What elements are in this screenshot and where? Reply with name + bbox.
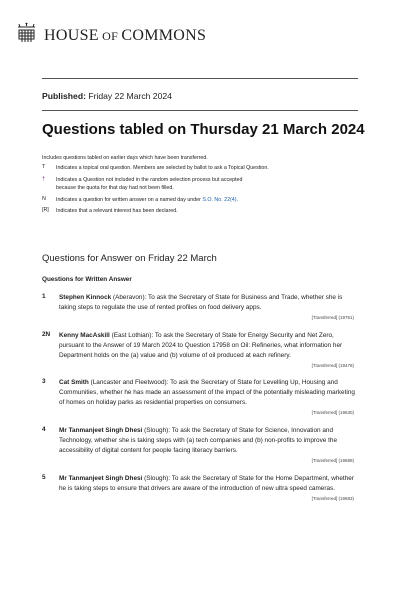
member-constituency: (East Lothian): [111,332,154,339]
question-text: To ask the Secretary of State for Energy Security and Net Zero, pursuant to the Answer of 19 March 2024 to Question 17958 on Oil: Refineries, what information her Department holds on the (a) value and (b) volume of oil produced at each refinery. [59,332,343,359]
member-constituency: (Lancaster and Fleetwood): [90,379,169,386]
member-name: Cat Smith [59,379,89,386]
page-title: Questions tabled on Thursday 21 March 2024 [42,121,365,138]
intro-text: Includes questions tabled on earlier days which have been transferred. [42,155,208,161]
published-line [42,91,172,101]
question-ref: [Transferred] (19683) [311,496,354,501]
title-of: OF [102,29,119,43]
legend-text: Indicates a question for written answer on a named day under S.O. No. 22(4). [56,197,238,203]
published-label: Published: [42,91,86,101]
question-text: To ask the Secretary of State for the Home Department, whether he is taking steps to ensure that drivers are aware of the introduction of new ultra speed cameras. [59,475,354,492]
legend-text: Indicates a topical oral question. Members are selected by ballot to ask a Topical Question. [56,165,269,171]
member-constituency: (Aberavon): [112,294,147,301]
member-name: Mr Tanmanjeet Singh Dhesi [59,475,143,482]
subheading: Questions for Written Answer [42,276,132,283]
question-body [59,474,359,494]
question-number: 1 [42,293,46,300]
member-name: Kenny MacAskill [59,332,110,339]
legend-text: Indicates that a relevant interest has been declared. [56,208,178,214]
published-divider [42,110,358,111]
member-constituency: (Slough): [144,427,171,434]
house-of-commons-title [44,27,206,45]
question-body [59,378,359,408]
legend-text: Indicates a Question not included in the random selection process but accepted because the quota for that day had not been filled. [56,177,243,191]
legend-symbol: N [42,196,46,202]
question-ref: [Transferred] (19478) [311,363,354,368]
title-commons: COMMONS [121,27,207,44]
title-house: HOUSE [44,27,99,44]
legend-symbol: T [42,164,46,170]
question-body [59,293,359,313]
question-text: To ask the Secretary of State for Business and Trade, whether she is taking steps to regulate the use of rented profiles on food delivery apps. [59,294,343,311]
standing-order-link[interactable]: S.O. No. 22(4) [202,197,237,203]
legend-symbol: [R] [42,207,49,213]
question-text: To ask the Secretary of State for Levelling Up, Housing and Communities, whether he has made an assessment of the impact of the potentially misleading marketing of homes on holiday parks as residential properties on consumers. [59,379,355,406]
question-ref: [Transferred] (19761) [311,315,354,320]
question-body [59,426,359,456]
member-constituency: (Slough): [144,475,171,482]
section-heading: Questions for Answer on Friday 22 March [42,253,217,264]
published-date: Friday 22 March 2024 [88,91,172,101]
question-number: 4 [42,426,46,433]
portcullis-icon [16,22,37,45]
top-divider [42,78,358,79]
question-ref: [Transferred] (19630) [311,410,354,415]
question-text: To ask the Secretary of State for Science, Innovation and Technology, whether she is taking steps with (a) tech companies and (b) non-profits to improve the accessibility of digital content for people facing literacy barriers. [59,427,338,454]
member-name: Stephen Kinnock [59,294,112,301]
member-name: Mr Tanmanjeet Singh Dhesi [59,427,143,434]
question-number: 2N [42,331,51,338]
legend-symbol: † [42,176,45,182]
question-number: 3 [42,378,46,385]
question-body [59,331,359,361]
question-number: 5 [42,474,46,481]
question-ref: [Transferred] (19689) [311,458,354,463]
